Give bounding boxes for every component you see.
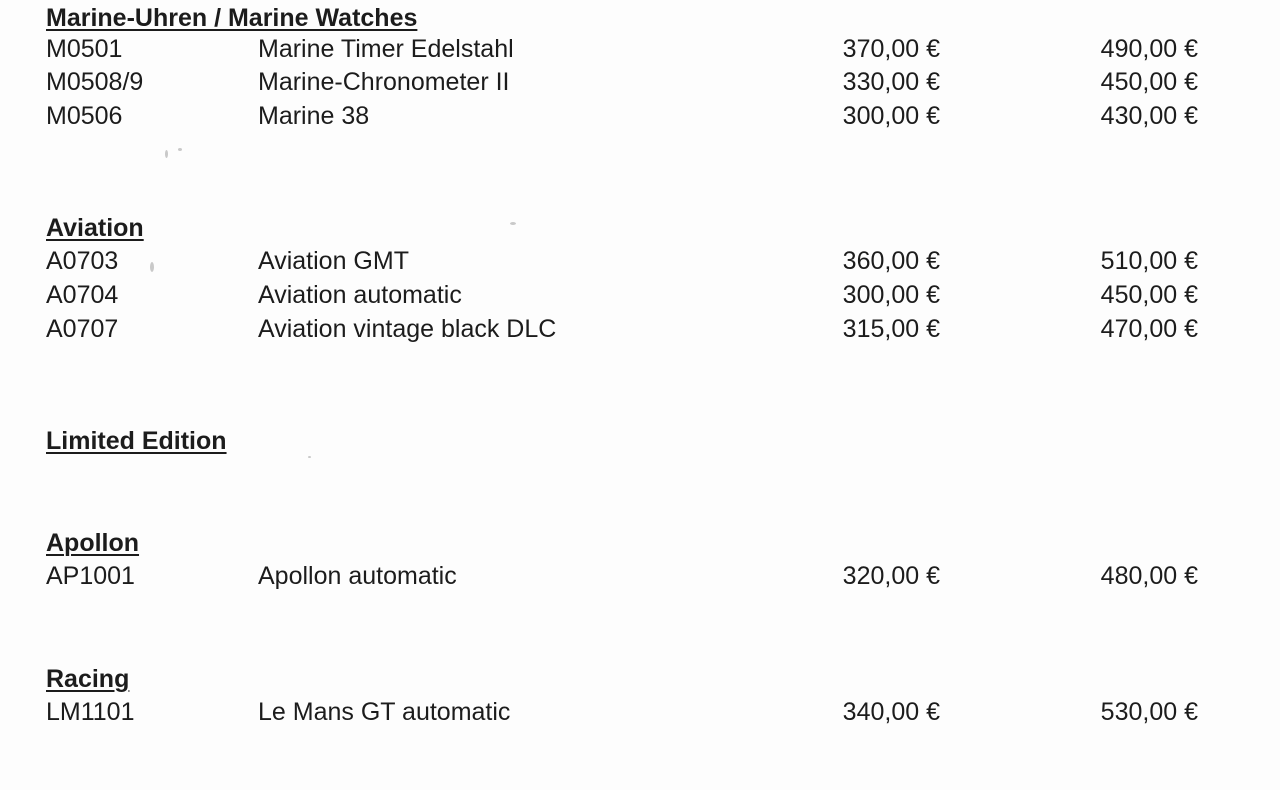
scan-speck (308, 456, 311, 458)
item-price-2: 480,00 € (1100, 562, 1198, 590)
section-heading-aviation: Aviation (46, 214, 144, 242)
item-name: Marine Timer Edelstahl (258, 35, 514, 63)
item-price-2: 450,00 € (1100, 281, 1198, 309)
item-price-2: 430,00 € (1100, 102, 1198, 130)
section-heading-marine: Marine-Uhren / Marine Watches (46, 4, 418, 32)
item-price-2: 470,00 € (1100, 315, 1198, 343)
item-code: A0703 (46, 247, 119, 275)
table-row (0, 67, 1280, 97)
table-row (0, 34, 1280, 64)
section-heading-limited-edition: Limited Edition (46, 427, 227, 455)
item-price-1: 330,00 € (842, 68, 940, 96)
item-price-1: 320,00 € (842, 562, 940, 590)
table-row (0, 314, 1280, 344)
table-row (0, 280, 1280, 310)
item-price-1: 315,00 € (842, 315, 940, 343)
item-name: Marine 38 (258, 102, 370, 130)
item-price-1: 300,00 € (842, 102, 940, 130)
item-code: LM1101 (46, 698, 135, 726)
scan-speck (510, 222, 516, 225)
item-name: Aviation GMT (258, 247, 409, 275)
table-row (0, 561, 1280, 591)
item-code: AP1001 (46, 562, 135, 590)
item-price-2: 450,00 € (1100, 68, 1198, 96)
item-code: M0506 (46, 102, 123, 130)
item-name: Marine-Chronometer II (258, 68, 510, 96)
item-code: M0508/9 (46, 68, 144, 96)
item-price-1: 360,00 € (842, 247, 940, 275)
table-row (0, 101, 1280, 131)
scan-speck (165, 150, 168, 158)
item-code: A0704 (46, 281, 119, 309)
item-price-1: 300,00 € (842, 281, 940, 309)
section-heading-racing: Racing (46, 665, 130, 693)
item-name: Aviation vintage black DLC (258, 315, 557, 343)
item-code: A0707 (46, 315, 119, 343)
item-price-1: 370,00 € (842, 35, 940, 63)
item-price-2: 530,00 € (1100, 698, 1198, 726)
item-name: Aviation automatic (258, 281, 462, 309)
table-row (0, 246, 1280, 276)
scan-speck (150, 262, 154, 272)
item-price-2: 490,00 € (1100, 35, 1198, 63)
item-name: Apollon automatic (258, 562, 457, 590)
scan-speck (178, 148, 182, 151)
item-name: Le Mans GT automatic (258, 698, 511, 726)
item-code: M0501 (46, 35, 123, 63)
section-heading-apollon: Apollon (46, 529, 140, 557)
table-row (0, 697, 1280, 727)
item-price-2: 510,00 € (1100, 247, 1198, 275)
item-price-1: 340,00 € (842, 698, 940, 726)
